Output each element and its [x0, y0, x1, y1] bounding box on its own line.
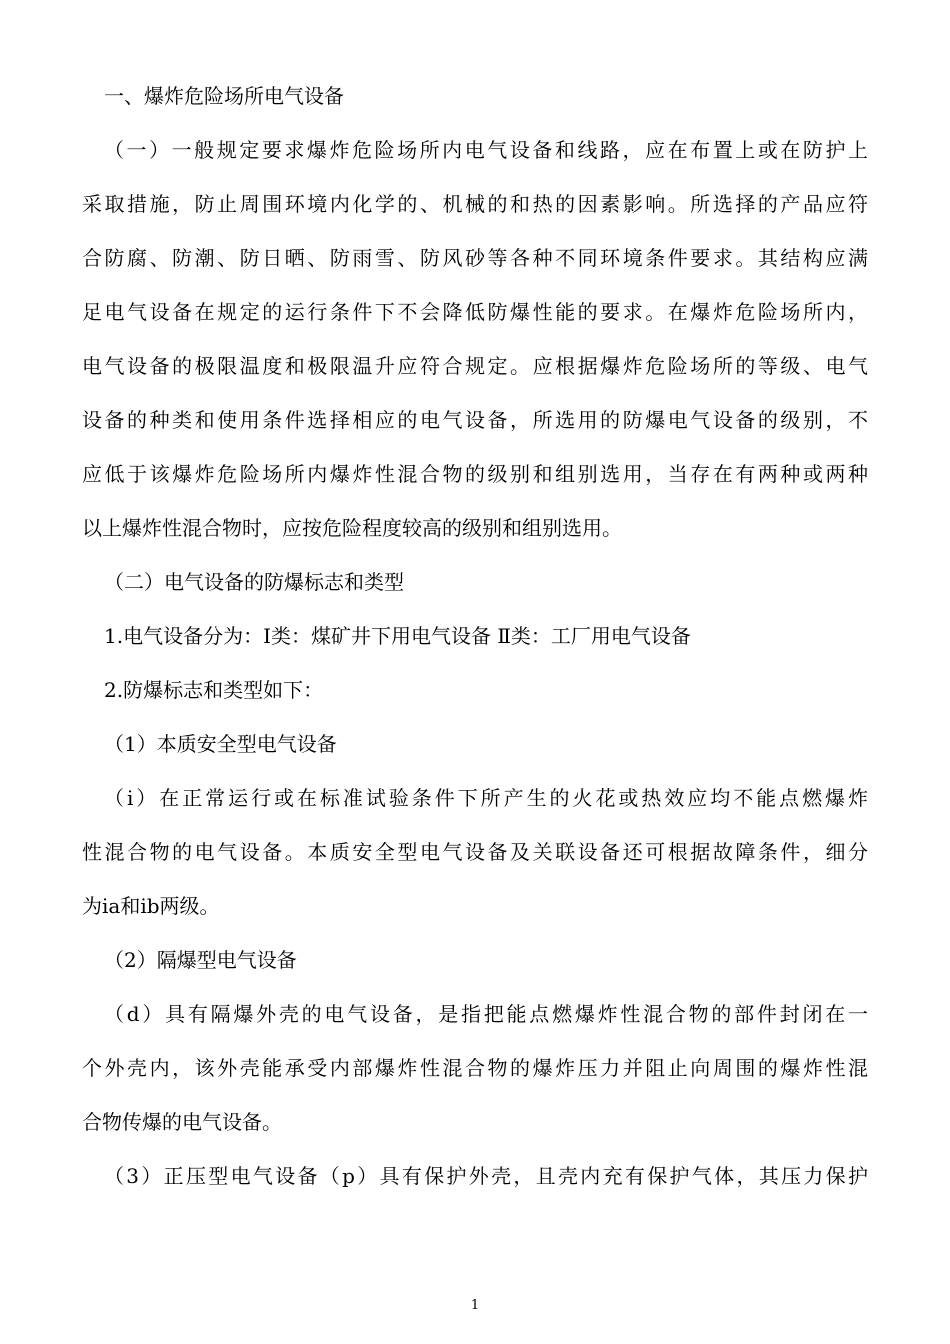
paragraph-line: 个外壳内，该外壳能承受内部爆炸性混合物的爆炸压力并阻止向周围的爆炸性混 — [82, 1056, 868, 1080]
paragraph-line: （一）一般规定要求爆炸危险场所内电气设备和线路，应在布置上或在防护上 — [104, 138, 868, 162]
paragraph-line: （3）正压型电气设备（p）具有保护外壳，且壳内充有保护气体，其压力保护 — [104, 1164, 868, 1188]
subheading-intrinsically-safe: （1）本质安全型电气设备 — [104, 732, 337, 756]
paragraph-line: 以上爆炸性混合物时，应按危险程度较高的级别和组别选用。 — [82, 516, 622, 540]
paragraph-line: 电气设备的极限温度和极限温升应符合规定。应根据爆炸危险场所的等级、电气 — [82, 354, 868, 378]
numbered-item-1: 1.电气设备分为：Ⅰ类：煤矿井下用电气设备 Ⅱ类：工厂用电气设备 — [104, 624, 691, 648]
section-heading-marking-types: （二）电气设备的防爆标志和类型 — [104, 570, 404, 594]
subheading-flameproof: （2）隔爆型电气设备 — [104, 948, 297, 972]
paragraph-line: 应低于该爆炸危险场所内爆炸性混合物的级别和组别选用，当存在有两种或两种 — [82, 462, 868, 486]
paragraph-line: 合物传爆的电气设备。 — [82, 1110, 282, 1134]
numbered-item-2: 2.防爆标志和类型如下： — [104, 678, 324, 702]
paragraph-line: 采取措施，防止周围环境内化学的、机械的和热的因素影响。所选择的产品应符 — [82, 192, 868, 216]
paragraph-line: （d）具有隔爆外壳的电气设备，是指把能点燃爆炸性混合物的部件封闭在一 — [104, 1002, 868, 1026]
paragraph-line: 性混合物的电气设备。本质安全型电气设备及关联设备还可根据故障条件，细分 — [82, 840, 868, 864]
paragraph-line: 设备的种类和使用条件选择相应的电气设备，所选用的防爆电气设备的级别，不 — [82, 408, 868, 432]
section-heading-explosion-hazard: 一、爆炸危险场所电气设备 — [104, 84, 344, 108]
page-number: 1 — [470, 1298, 480, 1313]
paragraph-line: 足电气设备在规定的运行条件下不会降低防爆性能的要求。在爆炸危险场所内， — [82, 300, 868, 324]
paragraph-line: 合防腐、防潮、防日晒、防雨雪、防风砂等各种不同环境条件要求。其结构应满 — [82, 246, 868, 270]
paragraph-line: 为ia和ib两级。 — [82, 894, 220, 918]
paragraph-line: （i）在正常运行或在标准试验条件下所产生的火花或热效应均不能点燃爆炸 — [104, 786, 868, 810]
